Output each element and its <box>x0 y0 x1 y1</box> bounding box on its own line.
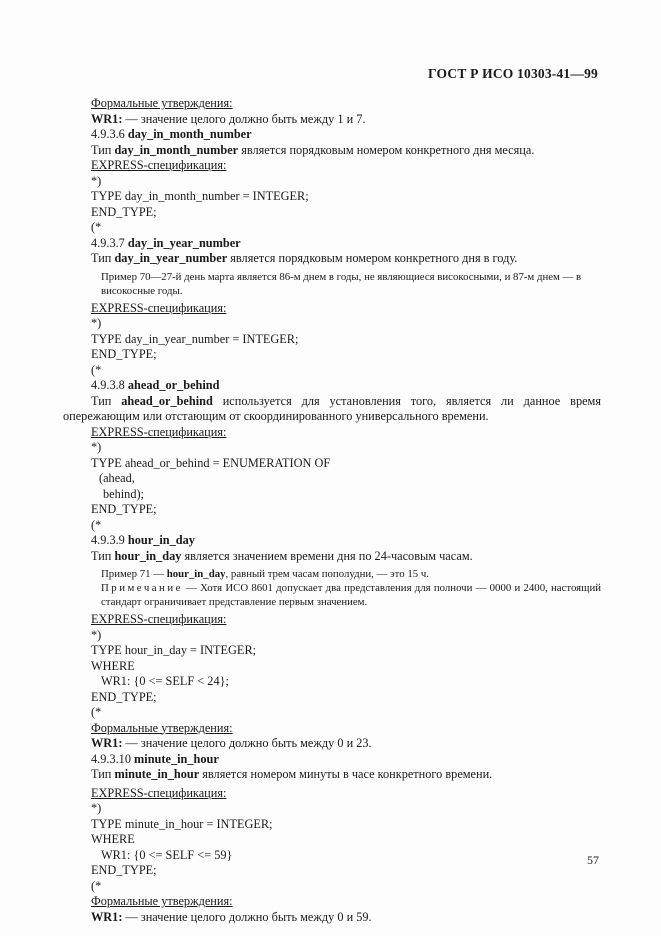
comment-end: *) <box>91 627 102 642</box>
example-rest: , равный трем часам пополудни, — это 15 ч. <box>225 568 429 580</box>
comment-start: (* <box>91 878 102 893</box>
section-description <box>91 767 601 783</box>
express-spec-label: EXPRESS-спецификация: <box>91 612 227 626</box>
type-declaration: TYPE day_in_month_number = INTEGER; <box>91 189 309 203</box>
rule-id: WR1: <box>91 736 123 750</box>
tip-word: Тип <box>91 393 112 408</box>
description-text: является порядковым номером конкретного дня месяца. <box>238 142 535 157</box>
section-title: day_in_year_number <box>127 235 241 250</box>
section-title: day_in_month_number <box>127 127 252 141</box>
section-number: 4.9.3.7 <box>91 235 125 250</box>
section-heading <box>91 236 601 252</box>
example-type-name: hour_in_day <box>166 568 226 580</box>
document-body <box>63 96 601 925</box>
comment-end: *) <box>91 173 102 188</box>
example-prefix: Пример 71 — <box>101 568 167 580</box>
formal-statements-label: Формальные утверждения: <box>91 894 233 908</box>
end-type: END_TYPE; <box>91 863 157 877</box>
section-title: minute_in_hour <box>134 751 219 766</box>
section-heading <box>91 127 601 143</box>
where-rule: WR1: {0 <= SELF <= 59} <box>101 847 233 862</box>
type-name: ahead_or_behind <box>121 393 213 408</box>
end-type: END_TYPE; <box>91 347 157 361</box>
rule-text: — значение целого должно быть между 0 и 59. <box>122 909 372 924</box>
express-spec-label: EXPRESS-спецификация: <box>91 158 227 172</box>
type-name: day_in_year_number <box>114 251 228 265</box>
tip-word: Тип <box>91 142 112 157</box>
comment-end: *) <box>91 440 102 454</box>
tip-word: Тип <box>91 251 112 265</box>
tip-word: Тип <box>91 767 112 781</box>
express-spec-label: EXPRESS-спецификация: <box>91 424 227 439</box>
end-type: END_TYPE; <box>91 204 157 219</box>
comment-start: (* <box>91 362 102 377</box>
formal-rule <box>91 736 601 752</box>
comment-end: *) <box>91 801 102 815</box>
example-text <box>91 567 601 581</box>
where-keyword: WHERE <box>91 832 135 846</box>
description-text: является номером минуты в часе конкретного времени. <box>199 767 493 781</box>
section-description <box>91 251 601 267</box>
section-number: 4.9.3.8 <box>91 378 125 392</box>
section-description <box>91 549 601 565</box>
where-rule: WR1: {0 <= SELF < 24}; <box>101 674 229 688</box>
enum-item-ahead: (ahead, <box>99 471 135 485</box>
section-number: 4.9.3.6 <box>91 127 125 141</box>
section-heading <box>91 533 601 549</box>
section-number: 4.9.3.10 <box>91 751 131 766</box>
type-declaration: TYPE minute_in_hour = INTEGER; <box>91 816 273 831</box>
note-text <box>91 581 601 609</box>
type-declaration: TYPE ahead_or_behind = ENUMERATION OF <box>91 455 331 470</box>
enum-item-behind: behind); <box>103 486 144 501</box>
express-spec-label: EXPRESS-спецификация: <box>91 785 227 800</box>
formal-rule <box>91 112 601 128</box>
end-type: END_TYPE; <box>91 502 157 516</box>
type-declaration: TYPE day_in_year_number = INTEGER; <box>91 331 299 346</box>
formal-statements-label: Формальные утверждения: <box>91 720 233 735</box>
section-description <box>91 143 601 159</box>
rule-id: WR1: <box>91 111 123 126</box>
rule-text: — значение целого должно быть между 0 и 23. <box>122 736 372 750</box>
document-header-standard-id: ГОСТ Р ИСО 10303-41—99 <box>428 66 598 81</box>
rule-id: WR1: <box>91 909 123 924</box>
formal-rule <box>91 910 601 926</box>
formal-statements-label: Формальные утверждения: <box>91 96 233 110</box>
note-label: Примечание <box>101 582 183 594</box>
section-heading <box>91 378 601 394</box>
description-text: используется для установления того, является ли данное время опережающим или отстающим от скоординированного универсального времени. <box>63 393 601 423</box>
comment-start: (* <box>91 220 102 234</box>
type-name: day_in_month_number <box>114 142 239 157</box>
section-title: ahead_or_behind <box>127 378 220 392</box>
description-text: является порядковым номером конкретного дня в году. <box>227 251 518 265</box>
section-heading <box>91 752 601 768</box>
comment-end: *) <box>91 316 102 330</box>
section-number: 4.9.3.9 <box>91 533 125 547</box>
comment-start: (* <box>91 705 102 719</box>
rule-text: — значение целого должно быть между 1 и 7. <box>122 111 366 126</box>
where-keyword: WHERE <box>91 658 135 673</box>
end-type: END_TYPE; <box>91 689 157 704</box>
express-spec-label: EXPRESS-спецификация: <box>91 300 227 315</box>
type-name: hour_in_day <box>114 548 182 563</box>
example-text: Пример 70—27-й день марта является 86-м днем в годы, не являющиеся високосными, и 87-м днем — в високосные годы. <box>101 270 582 297</box>
tip-word: Тип <box>91 548 112 563</box>
type-name: minute_in_hour <box>114 767 200 781</box>
description-text: является значением времени дня по 24-часовым часам. <box>181 548 473 563</box>
comment-start: (* <box>91 517 102 532</box>
section-description <box>63 394 601 425</box>
type-declaration: TYPE hour_in_day = INTEGER; <box>91 643 257 657</box>
page-number: 57 <box>587 853 599 867</box>
section-title: hour_in_day <box>127 533 195 547</box>
note-body: — Хотя ИСО 8601 допускает два представления для полночи — 0000 и 2400, настоящий стандарт ограничивает представление первым значением. <box>101 582 601 608</box>
